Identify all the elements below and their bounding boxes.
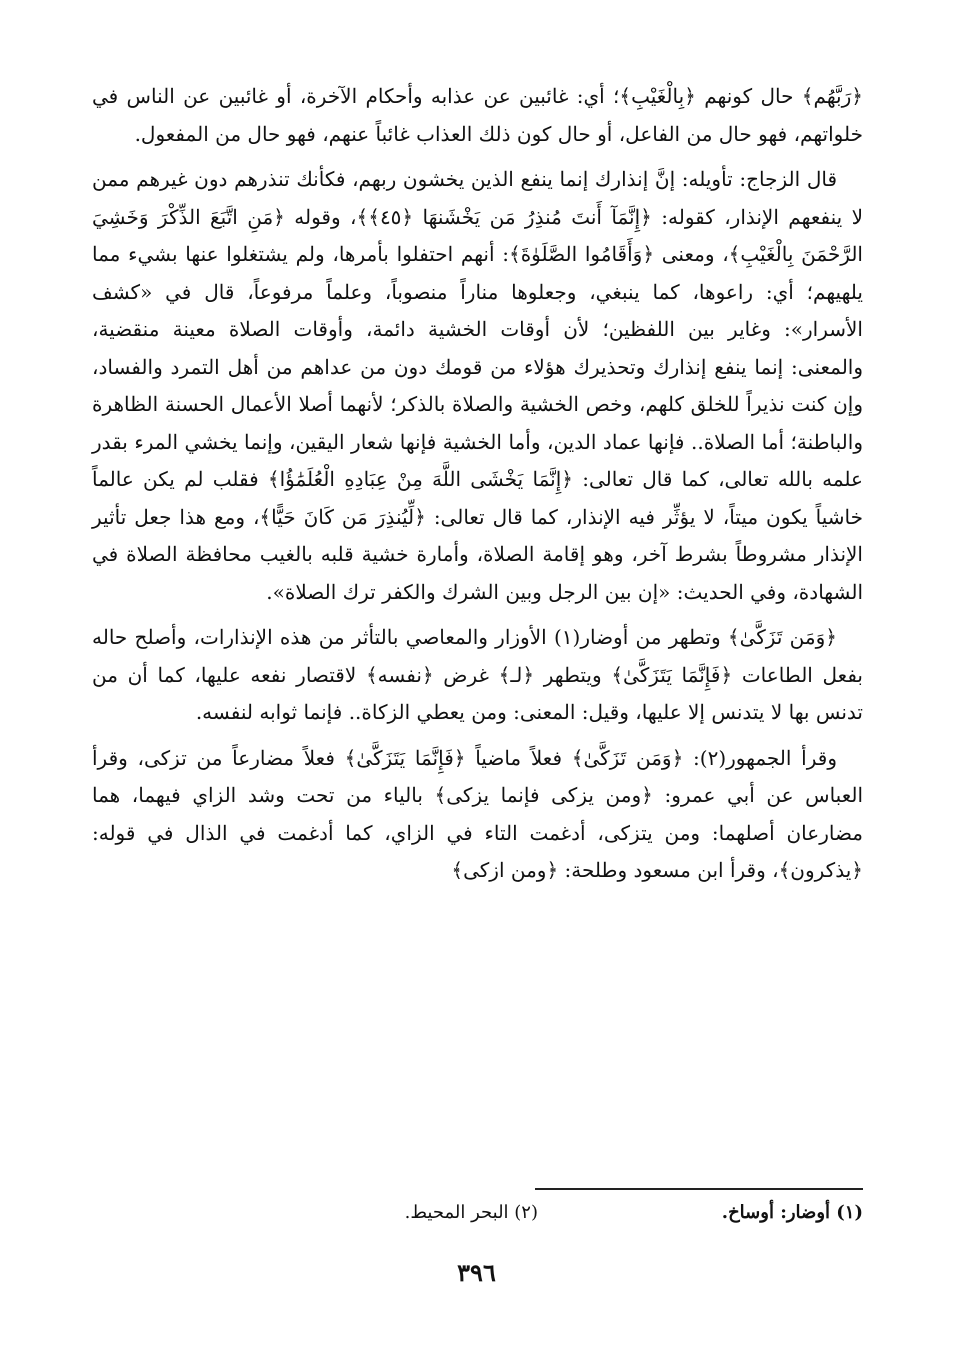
footnotes bbox=[260, 1202, 863, 1232]
footnote-divider bbox=[535, 1188, 863, 1190]
page-number: ٣٩٦ bbox=[457, 1258, 496, 1287]
paragraph-4: وقرأ الجمهور(٢): ﴿وَمَن تَزَكَّىٰ﴾ فعلاً ماضياً ﴿فَإِنَّمَا يَتَزَكَّىٰ﴾ فعلاً مضارعاً من تزكى، وقرأ العباس عن أبي عمرو: ﴿ومن يزكى فإنما يزكى﴾ بالياء من تحت وشد الزاي فيهما، هما مضارعان أصلهما: ومن يتزكى، أدغمت التاء في الزاي، كما أدغمت في الذال في قوله: ﴿يذكرون﴾، وقرأ ابن مسعود وطلحة: ﴿ومن ازكى﴾ bbox=[92, 745, 864, 882]
paragraph-2: قال الزجاج: تأويله: إنَّ إنذارك إنما ينفع الذين يخشون ربهم، فكأنك تنذرهم دون غيرهم ممن لا ينفعهم الإنذار، كقوله: ﴿إِنَّمَآ أَنتَ مُنذِرُ مَن يَخْشَنهَا ﴿٤٥﴾﴾، وقوله ﴿مَنِ اتَّبَعَ الذِّكْرَ وَخَشِيَ الرَّحْمَنَ بِالْغَيْبِ﴾، ومعنى ﴿وَأَقَامُوا الصَّلَوٰةَ﴾: أنهم احتفلوا بأمرها، ولم يشتغلوا عنها بشيء مما يلهيهم؛ أي: راعوها، كما ينبغي، وجعلوها مناراً منصوباً، وعلماً مرفوعاً، قال في «كشف الأسرار»: وغاير بين اللفظين؛ لأن أوقات الخشية دائمة، وأوقات الصلاة معينة منقضية، والمعنى: إنما ينفع إنذارك وتحذيرك هؤلاء من قومك دون من عداهم من أهل التمرد والفساد، وإن كنت نذيراً للخلق كلهم، وخص الخشية والصلاة بالذكر؛ لأنهما أصلا الأعمال الحسنة الظاهرة والباطنة؛ أما الصلاة.. فإنها عماد الدين، وأما الخشية فإنها شعار اليقين، وإنما يخشي المرء بقدر علمه بالله تعالى، كما قال تعالى: ﴿إِنَّمَا يَخْشَى اللَّهَ مِنْ عِبَادِهِ الْعُلَمَٰؤُا﴾ فقلب لم يكن عالماً خاشياً يكون ميتاً، لا يؤثِّر فيه الإنذار، كما قال تعالى: ﴿لِّيُنذِرَ مَن كَانَ حَيًّا﴾، ومع هذا جعل تأثير الإنذار مشروطاً بشرط آخر، وهو إقامة الصلاة، وأمارة خشية قلبه بالغيب محافظة الصلاة في الشهادة، وفي الحديث: «إن بين الرجل وبين الشرك والكفر ترك الصلاة». bbox=[92, 167, 863, 604]
paragraph-3: ﴿وَمَن تَزَكَّىٰ﴾ وتطهر من أوضار(١) الأوزار والمعاصي بالتأثر من هذه الإنذارات، وأصلح حاله بفعل الطاعات ﴿فَإِنَّمَا يَتَزَكَّىٰ﴾ ويتطهر ﴿لـ﴾ غرض ﴿نفسه﴾ لاقتصار نفعه عليها، كما أن من تدنس بها لا يتدنس إلا عليها، وقيل: المعنى: ومن يعطي الزكاة.. فإنما ثوابه لنفسه. bbox=[92, 625, 863, 724]
main-text-block bbox=[92, 78, 863, 898]
paragraph-1: ﴿رَبَّهُم﴾ حال كونهم ﴿بِالْغَيْبِ﴾؛ أي: غائبين عن عذابه وأحكام الآخرة، أو غائبين عن الناس في خلواتهم، فهو حال من الفاعل، أو حال كون ذلك العذاب غائباً عنهم، فهو حال من المفعول. bbox=[92, 84, 863, 146]
footnote-1: (١) أوضار: أوساخ. bbox=[721, 1202, 863, 1223]
footnote-2: (٢) البحر المحيط. bbox=[404, 1202, 538, 1223]
